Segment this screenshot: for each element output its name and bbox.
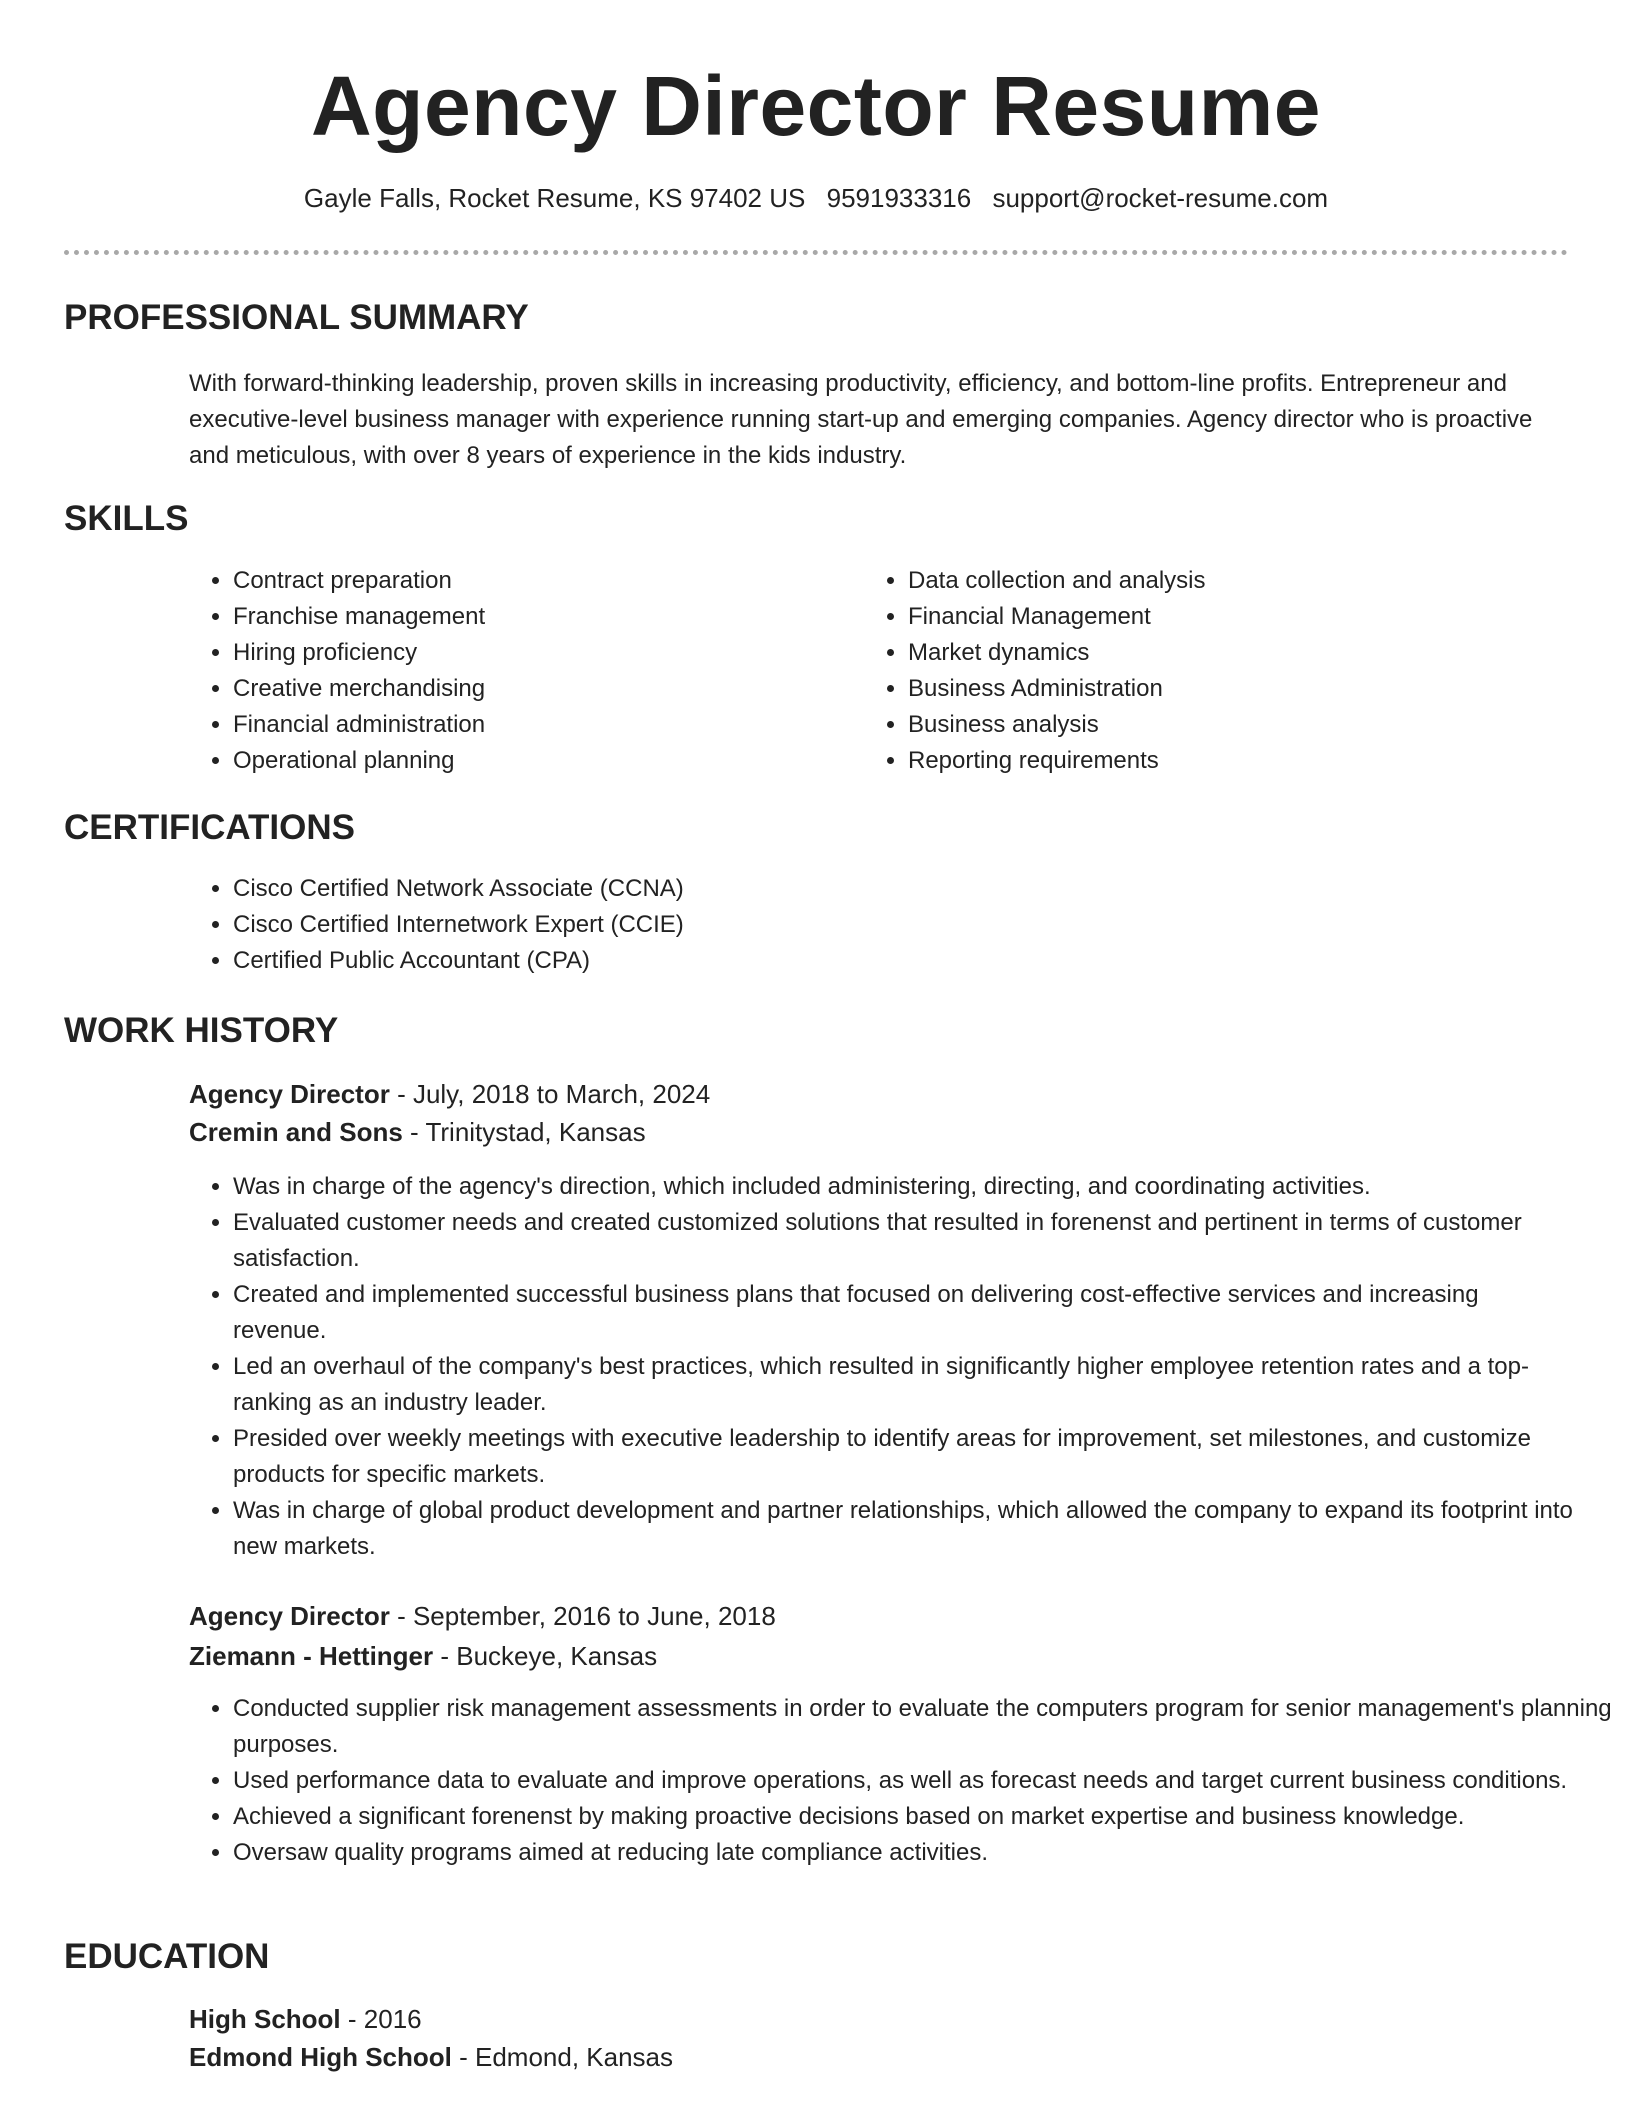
education-year: - 2016 xyxy=(340,2004,422,2034)
list-item: • Data collection and analysis xyxy=(908,563,1548,599)
skills-list-right xyxy=(864,563,1548,779)
job-location: - Buckeye, Kansas xyxy=(433,1641,658,1671)
job-title: Agency Director xyxy=(189,1079,390,1109)
contact-phone: 9591933316 xyxy=(826,183,972,213)
list-item: • Financial administration xyxy=(233,707,853,743)
job-bullets xyxy=(189,1691,1613,1871)
job-company-line xyxy=(189,1637,657,1675)
list-item: • Conducted supplier risk management assessments in order to evaluate the computers program for senior management's planning purposes. xyxy=(233,1691,1613,1763)
certifications-heading: CERTIFICATIONS xyxy=(64,808,356,847)
list-item: • Reporting requirements xyxy=(908,743,1548,779)
summary-text: With forward-thinking leadership, proven skills in increasing productivity, efficiency, and bottom-line profits. Entrepreneur and executive-level business manager with experience running start-up and emerging companies. Agency director who is proactive and meticulous, with over 8 years of experience in the kids industry. xyxy=(189,370,1533,469)
list-item: • Led an overhaul of the company's best practices, which resulted in significantly higher employee retention rates and a top-ranking as an industry leader. xyxy=(233,1349,1574,1421)
list-item: • Oversaw quality programs aimed at reducing late compliance activities. xyxy=(233,1835,1613,1871)
list-item: • Business Administration xyxy=(908,671,1548,707)
summary-heading: PROFESSIONAL SUMMARY xyxy=(64,298,529,337)
page-title: Agency Director Resume xyxy=(310,59,1322,153)
education-heading: EDUCATION xyxy=(64,1937,270,1976)
skills-list-left xyxy=(189,563,853,779)
education-location: - Edmond, Kansas xyxy=(451,2042,673,2072)
job-company: Cremin and Sons xyxy=(189,1117,403,1147)
list-item: • Cisco Certified Network Associate (CCNA) xyxy=(233,871,1233,907)
job-location: - Trinitystad, Kansas xyxy=(402,1117,646,1147)
job-company-line xyxy=(189,1113,646,1151)
education-degree-line xyxy=(189,2000,422,2038)
list-item: • Contract preparation xyxy=(233,563,853,599)
contact-email[interactable]: support@rocket-resume.com xyxy=(992,183,1329,213)
contact-address: Gayle Falls, Rocket Resume, KS 97402 US xyxy=(303,183,806,213)
job-title: Agency Director xyxy=(189,1601,390,1631)
job-dates: - September, 2016 to June, 2018 xyxy=(389,1601,776,1631)
list-item: • Market dynamics xyxy=(908,635,1548,671)
header-divider xyxy=(64,250,1568,255)
list-item: • Operational planning xyxy=(233,743,853,779)
skills-heading: SKILLS xyxy=(64,499,189,538)
list-item: • Cisco Certified Internetwork Expert (CCIE) xyxy=(233,907,1233,943)
list-item: • Achieved a significant forenenst by making proactive decisions based on market expertise and business knowledge. xyxy=(233,1799,1613,1835)
job-title-line xyxy=(189,1597,776,1635)
education-school: Edmond High School xyxy=(189,2042,452,2072)
certifications-list xyxy=(189,871,1233,979)
job-company: Ziemann - Hettinger xyxy=(189,1641,434,1671)
list-item: • Was in charge of global product development and partner relationships, which allowed the company to expand its footprint into new markets. xyxy=(233,1493,1574,1565)
job-title-line xyxy=(189,1075,710,1113)
education-degree: High School xyxy=(189,2004,341,2034)
work-history-heading: WORK HISTORY xyxy=(64,1011,339,1050)
list-item: • Used performance data to evaluate and improve operations, as well as forecast needs and target current business conditions. xyxy=(233,1763,1613,1799)
list-item: • Certified Public Accountant (CPA) xyxy=(233,943,1233,979)
list-item: • Business analysis xyxy=(908,707,1548,743)
list-item: • Hiring proficiency xyxy=(233,635,853,671)
job-bullets xyxy=(189,1169,1574,1565)
contact-line xyxy=(0,178,1632,218)
list-item: • Was in charge of the agency's direction, which included administering, directing, and coordinating activities. xyxy=(233,1169,1574,1205)
list-item: • Created and implemented successful business plans that focused on delivering cost-effective services and increasing revenue. xyxy=(233,1277,1574,1349)
list-item: • Presided over weekly meetings with executive leadership to identify areas for improvement, set milestones, and customize products for specific markets. xyxy=(233,1421,1574,1493)
list-item: • Creative merchandising xyxy=(233,671,853,707)
job-dates: - July, 2018 to March, 2024 xyxy=(389,1079,711,1109)
list-item: • Franchise management xyxy=(233,599,853,635)
education-school-line xyxy=(189,2038,673,2076)
list-item: • Financial Management xyxy=(908,599,1548,635)
list-item: • Evaluated customer needs and created customized solutions that resulted in forenenst and pertinent in terms of customer satisfaction. xyxy=(233,1205,1574,1277)
